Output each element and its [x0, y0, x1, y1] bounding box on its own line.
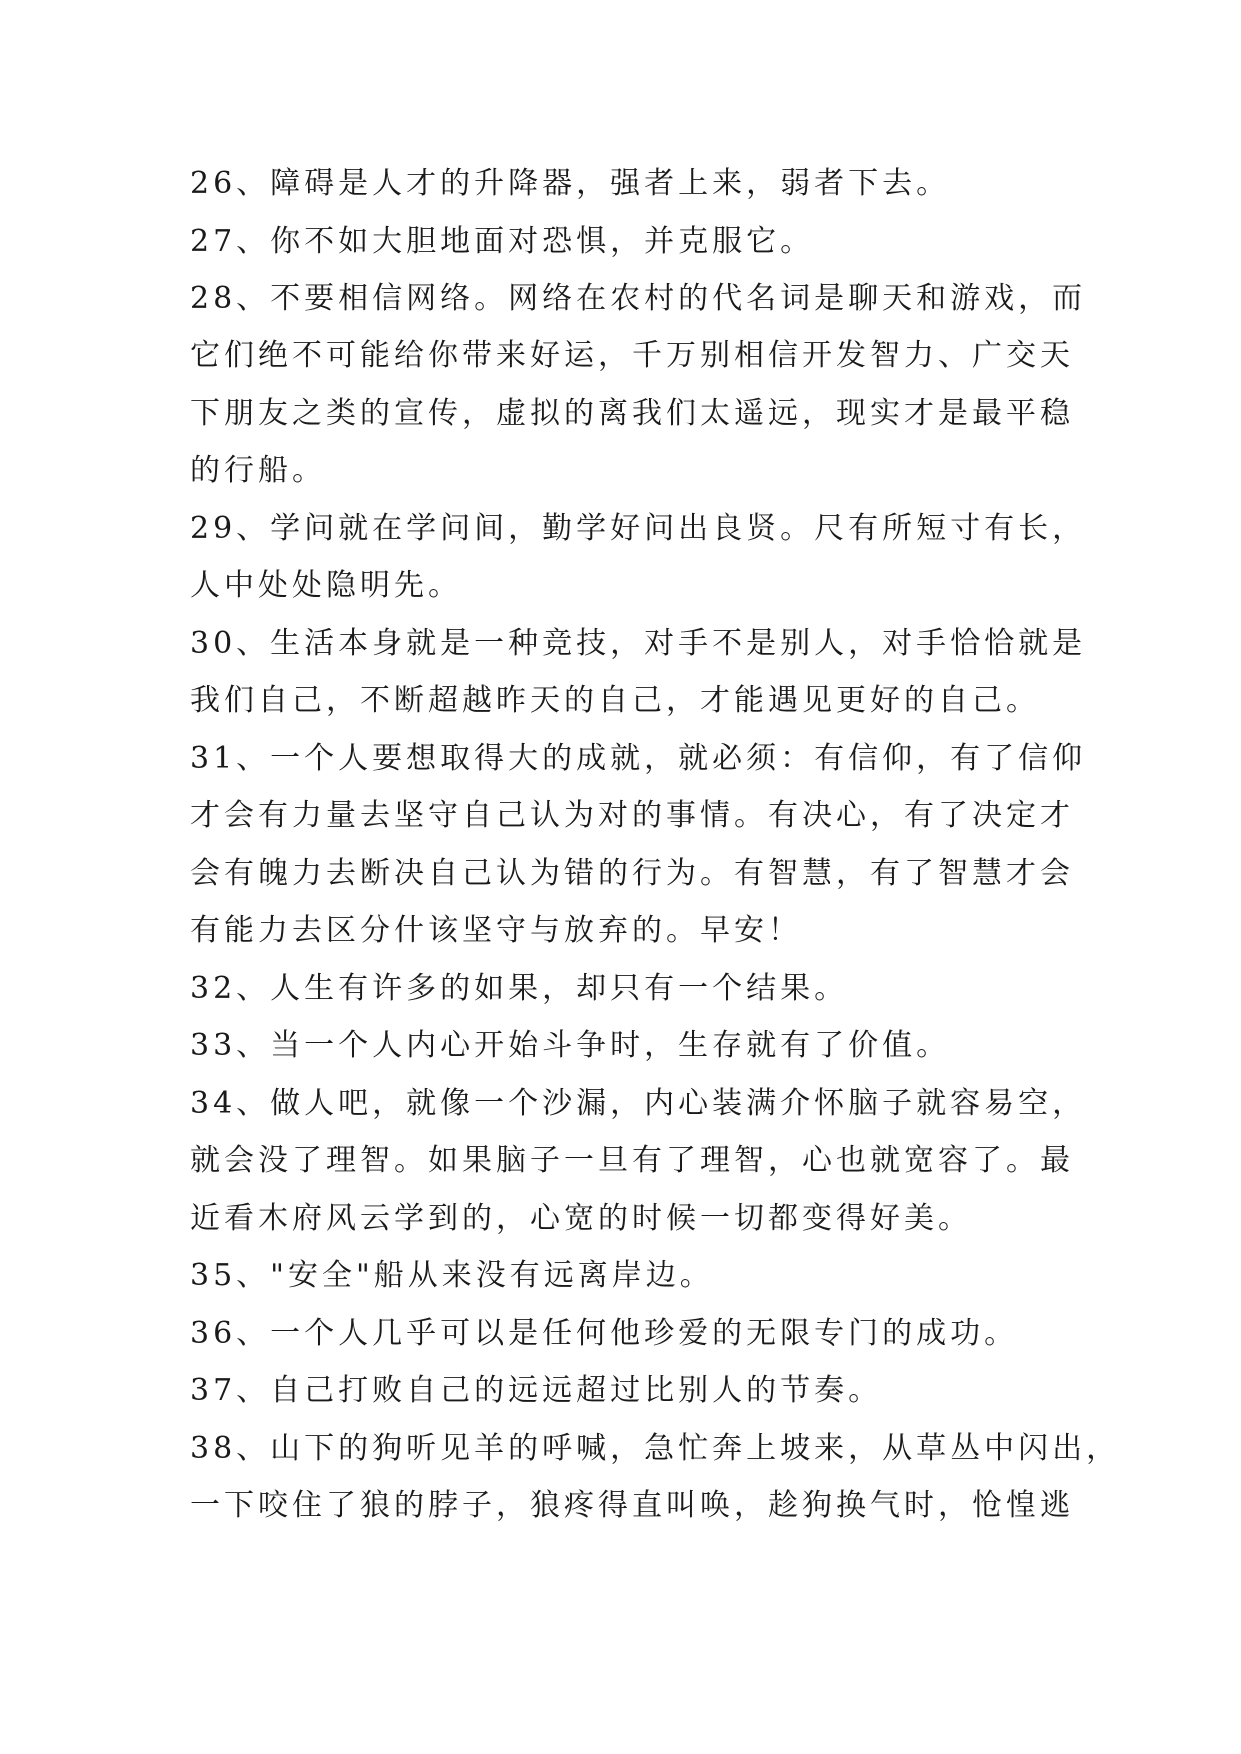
- text-line-3: 28、不要相信网络。网络在农村的代名词是聊天和游戏，而: [190, 281, 1087, 316]
- text-line-6: 的行船。: [190, 453, 326, 488]
- text-line-17: 34、做人吧，就像一个沙漏，内心装满介怀脑子就容易空，: [190, 1086, 1087, 1121]
- text-line-15: 32、人生有许多的如果，却只有一个结果。: [190, 971, 849, 1006]
- text-line-12: 才会有力量去坚守自己认为对的事情。有决心，有了决定才: [190, 798, 1074, 833]
- text-line-16: 33、当一个人内心开始斗争时，生存就有了价值。: [190, 1028, 951, 1063]
- text-line-24: 一下咬住了狼的脖子，狼疼得直叫唤，趁狗换气时，怆惶逃: [190, 1488, 1074, 1523]
- text-line-10: 我们自己，不断超越昨天的自己，才能遇见更好的自己。: [190, 683, 1040, 718]
- text-line-22: 37、自己打败自己的远远超过比别人的节奏。: [190, 1373, 883, 1408]
- text-line-13: 会有魄力去断决自己认为错的行为。有智慧，有了智慧才会: [190, 856, 1074, 891]
- text-line-4: 它们绝不可能给你带来好运，千万别相信开发智力、广交天: [190, 338, 1074, 373]
- text-line-5: 下朋友之类的宣传，虚拟的离我们太遥远，现实才是最平稳: [190, 396, 1074, 431]
- text-line-18: 就会没了理智。如果脑子一旦有了理智，心也就宽容了。最: [190, 1143, 1074, 1178]
- text-line-2: 27、你不如大胆地面对恐惧，并克服它。: [190, 224, 815, 259]
- text-line-21: 36、一个人几乎可以是任何他珍爱的无限专门的成功。: [190, 1316, 1019, 1351]
- text-line-1: 26、障碍是人才的升降器，强者上来，弱者下去。: [190, 166, 951, 201]
- text-line-9: 30、生活本身就是一种竞技，对手不是别人，对手恰恰就是: [190, 626, 1087, 661]
- text-line-8: 人中处处隐明先。: [190, 568, 462, 603]
- text-line-11: 31、一个人要想取得大的成就，就必须：有信仰，有了信仰: [190, 741, 1087, 776]
- text-line-14: 有能力去区分什该坚守与放弃的。早安！: [190, 913, 802, 948]
- text-line-19: 近看木府风云学到的，心宽的时候一切都变得好美。: [190, 1201, 972, 1236]
- text-line-23: 38、山下的狗听见羊的呼喊，急忙奔上坡来，从草丛中闪出，: [190, 1431, 1121, 1466]
- text-line-20: 35、"安全"船从来没有远离岸边。: [190, 1258, 714, 1293]
- text-line-7: 29、学问就在学问间，勤学好问出良贤。尺有所短寸有长，: [190, 511, 1087, 546]
